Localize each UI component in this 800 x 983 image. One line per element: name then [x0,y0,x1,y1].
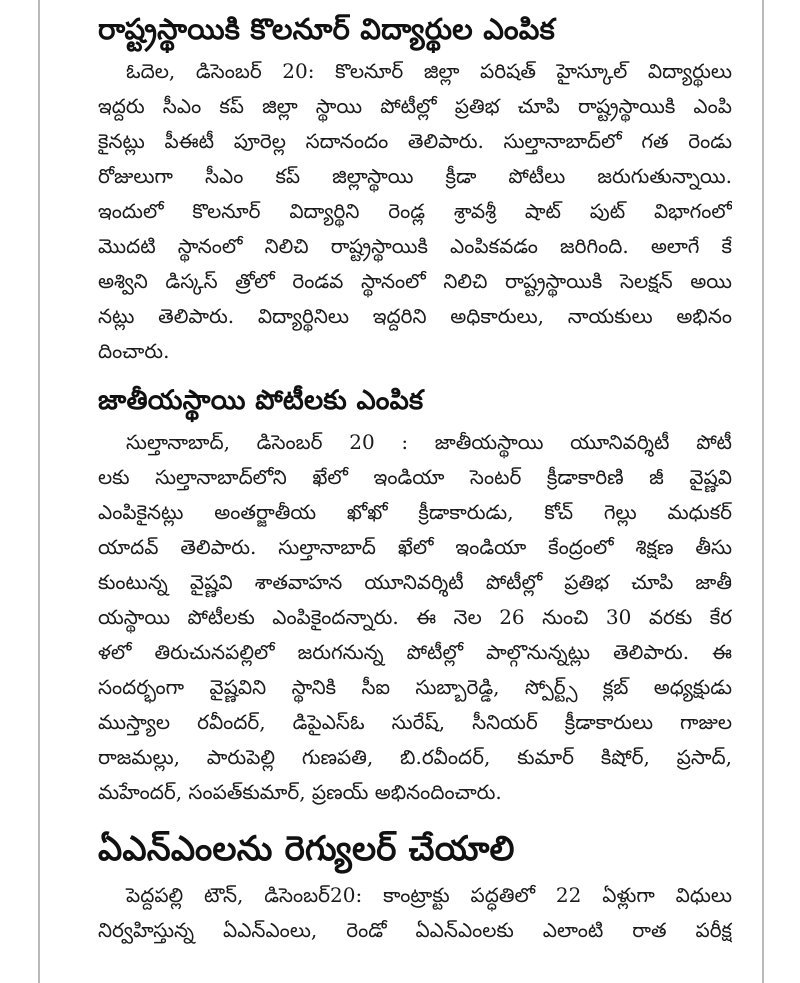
text-line: ఇందులో కొలనూర్ విద్యార్థిని రెండ్ల శ్రావశ్రీ షాట్ పుట్ విభాగంలో [98,199,732,223]
text-line: దించారు. [98,339,170,363]
text-line: కుంటున్న వైష్ణవి శాతవాహన యూనివర్శిటీ పోటీల్లో ప్రతిభ చూపి జాతీ [98,570,732,594]
text-line: రోజులుగా సీఎం కప్ జిల్లాస్థాయి క్రీడా పోటీలు జరుగుతున్నాయి. [98,164,732,188]
text-line: ఓదెల, డిసెంబర్ 20: కొలనూర్ జిల్లా పరిషత్ హైస్కూల్ విద్యార్థులు [126,59,732,83]
text-line: ఎంపికైనట్లు అంతర్జాతీయ ఖోఖో క్రీడాకారుడు, కోచ్ గెల్లు మధుకర్ [98,500,732,524]
article-body-jatheeyasthayi [98,425,732,810]
text-line: అశ్విని డిస్కస్ త్రోలో రెండవ స్థానంలో నిలిచి రాష్ట్రస్థాయికి సెలక్షన్ అయి [98,269,732,293]
article-rashtrasthayi [40,0,762,369]
text-line: కైనట్లు పీఈటీ పూరెల్ల సదానందం తెలిపారు. సుల్తానాబాద్‌లో గత రెండు [98,129,732,153]
article-anm-regular [40,820,762,948]
headline-anm-regular: ఏఎన్ఎంలను రెగ్యులర్ చేయాలి [98,829,515,869]
text-line: లకు సుల్తానాబాద్‌లోని ఖేలో ఇండియా సెంటర్ క్రీడాకారిణి జీ వైష్ణవి [98,465,732,489]
text-line: మొదటి స్థానంలో నిలిచి రాష్ట్రస్థాయికి ఎంపికవడం జరిగింది. అలాగే కే [98,234,732,258]
text-line: రాజమల్లు, పారుపెల్లి గుణపతి, బి.రవీందర్, కుమార్ కిషోర్, ప్రసాద్, [98,745,732,769]
article-body-anm-regular [98,878,732,948]
newspaper-clipping [38,0,764,983]
text-line: సందర్భంగా వైష్ణవిని స్థానికి సీఐ సుబ్బారెడ్డి, స్పోర్ట్స్ క్లబ్ అధ్యక్షుడు [98,675,732,699]
text-line: పెద్దపల్లి టౌన్, డిసెంబర్20: కాంట్రాక్టు పద్ధతిలో 22 ఏళ్లుగా విధులు [126,883,732,907]
text-line: మహేందర్, సంపత్‌కుమార్, ప్రణయ్ అభినందించారు. [98,780,502,804]
text-line: ఇద్దరు సీఎం కప్ జిల్లా స్థాయి పోటీల్లో ప్రతిభ చూపి రాష్ట్రస్థాయికి ఎంపి [98,94,732,118]
text-line: యాదవ్ తెలిపారు. సుల్తానాబాద్ ఖేలో ఇండియా కేంద్రంలో శిక్షణ తీసు [98,535,732,559]
text-line: యస్థాయి పోటీలకు ఎంపికైందన్నారు. ఈ నెల 26 నుంచి 30 వరకు కేర [98,605,732,629]
headline-rashtrasthayi: రాష్ట్రస్థాయికి కొలనూర్ విద్యార్థుల ఎంపిక [98,12,555,46]
article-body-rashtrasthayi [98,54,732,369]
text-line: నిర్వహిస్తున్న ఏఎన్ఎంలు, రెండో ఏఎన్ఎంలకు ఎలాంటి రాత పరీక్ష [98,918,732,942]
text-line: నట్లు తెలిపారు. విద్యార్థినిలు ఇద్దరిని అధికారులు, నాయకులు అభినం [98,304,732,328]
text-line: ళలో తిరుచునపల్లిలో జరుగనున్న పోటీల్లో పాల్గొనున్నట్లు తెలిపారు. ఈ [98,640,732,664]
headline-jatheeyasthayi: జాతీయస్థాయి పోటీలకు ఎంపిక [98,385,424,416]
text-line: ముస్త్యాల రవీందర్, డిపైఎస్ఓ సురేష్, సీనియర్ క్రీడాకారులు గాజుల [98,710,732,734]
text-line: సుల్తానాబాద్, డిసెంబర్ 20 : జాతీయస్థాయి యూనివర్శిటీ పోటీ [126,430,732,454]
article-jatheeyasthayi [40,377,762,810]
